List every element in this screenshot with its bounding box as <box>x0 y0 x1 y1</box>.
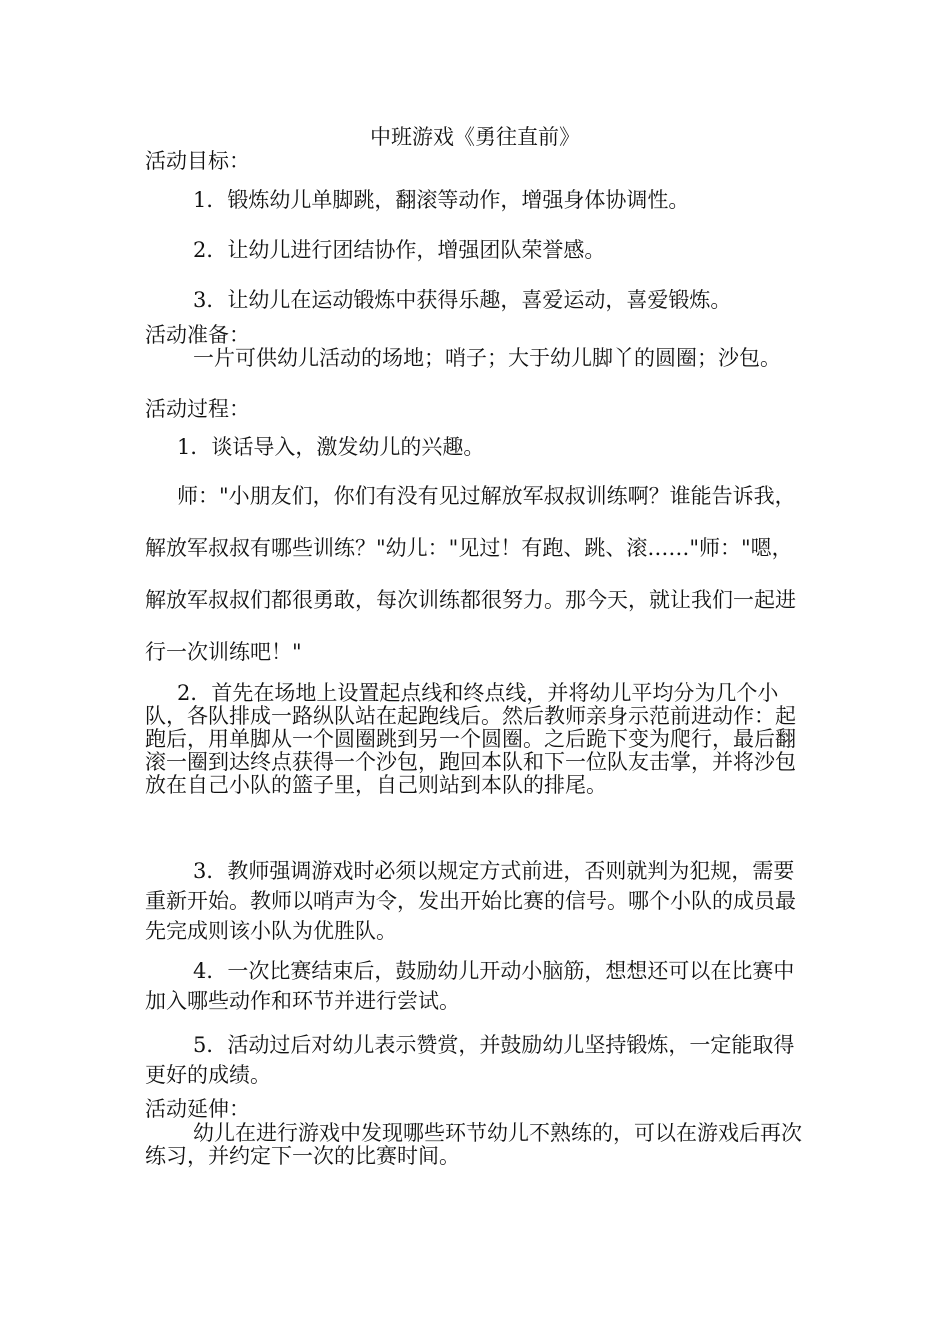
process-step-2: 2．首先在场地上设置起点线和终点线，并将幼儿平均分为几个小队，各队排成一路纵队站在起跑线后。然后教师亲身示范前进动作：起跑后，用单脚从一个圆圈跳到另一个圆圈。之后跪下变为爬行，最后翻滚一圈到达终点获得一个沙包，跑回本队和下一位队友击掌，并将沙包放在自己小队的篮子里，自己则站到本队的排尾。 <box>145 681 796 797</box>
process-step-3: 3．教师强调游戏时必须以规定方式前进，否则就判为犯规，需要重新开始。教师以哨声为令，发出开始比赛的信号。哪个小队的成员最先完成则该小队为优胜队。 <box>145 859 796 943</box>
process-heading: 活动过程： <box>145 397 250 421</box>
process-dialogue: 师："小朋友们，你们有没有见过解放军叔叔训练啊？谁能告诉我，解放军叔叔有哪些训练？"幼儿："见过！有跑、跳、滚……"师："嗯，解放军叔叔们都很勇敢，每次训练都很努力。那今天，就让我们一起进行一次训练吧！" <box>145 484 796 664</box>
goal-item-2: 2．让幼儿进行团结协作，增强团队荣誉感。 <box>193 238 606 262</box>
extension-heading: 活动延伸： <box>145 1097 250 1121</box>
process-step-5: 5．活动过后对幼儿表示赞赏，并鼓励幼儿坚持锻炼，一定能取得更好的成绩。 <box>145 1033 795 1087</box>
goal-item-1: 1．锻炼幼儿单脚跳，翻滚等动作，增强身体协调性。 <box>193 188 690 212</box>
goal-item-3: 3．让幼儿在运动锻炼中获得乐趣，喜爱运动，喜爱锻炼。 <box>193 288 732 312</box>
process-step-1: 1．谈话导入，激发幼儿的兴趣。 <box>177 435 485 459</box>
goals-heading: 活动目标： <box>145 149 250 173</box>
preparation-heading: 活动准备： <box>145 323 250 347</box>
process-step-4: 4．一次比赛结束后，鼓励幼儿开动小脑筋，想想还可以在比赛中加入哪些动作和环节并进行尝试。 <box>145 959 795 1013</box>
extension-text: 幼儿在进行游戏中发现哪些环节幼儿不熟练的，可以在游戏后再次练习，并约定下一次的比赛时间。 <box>145 1121 802 1168</box>
preparation-text: 一片可供幼儿活动的场地；哨子；大于幼儿脚丫的圆圈；沙包。 <box>193 346 781 370</box>
document-title: 中班游戏《勇往直前》 <box>370 125 580 149</box>
